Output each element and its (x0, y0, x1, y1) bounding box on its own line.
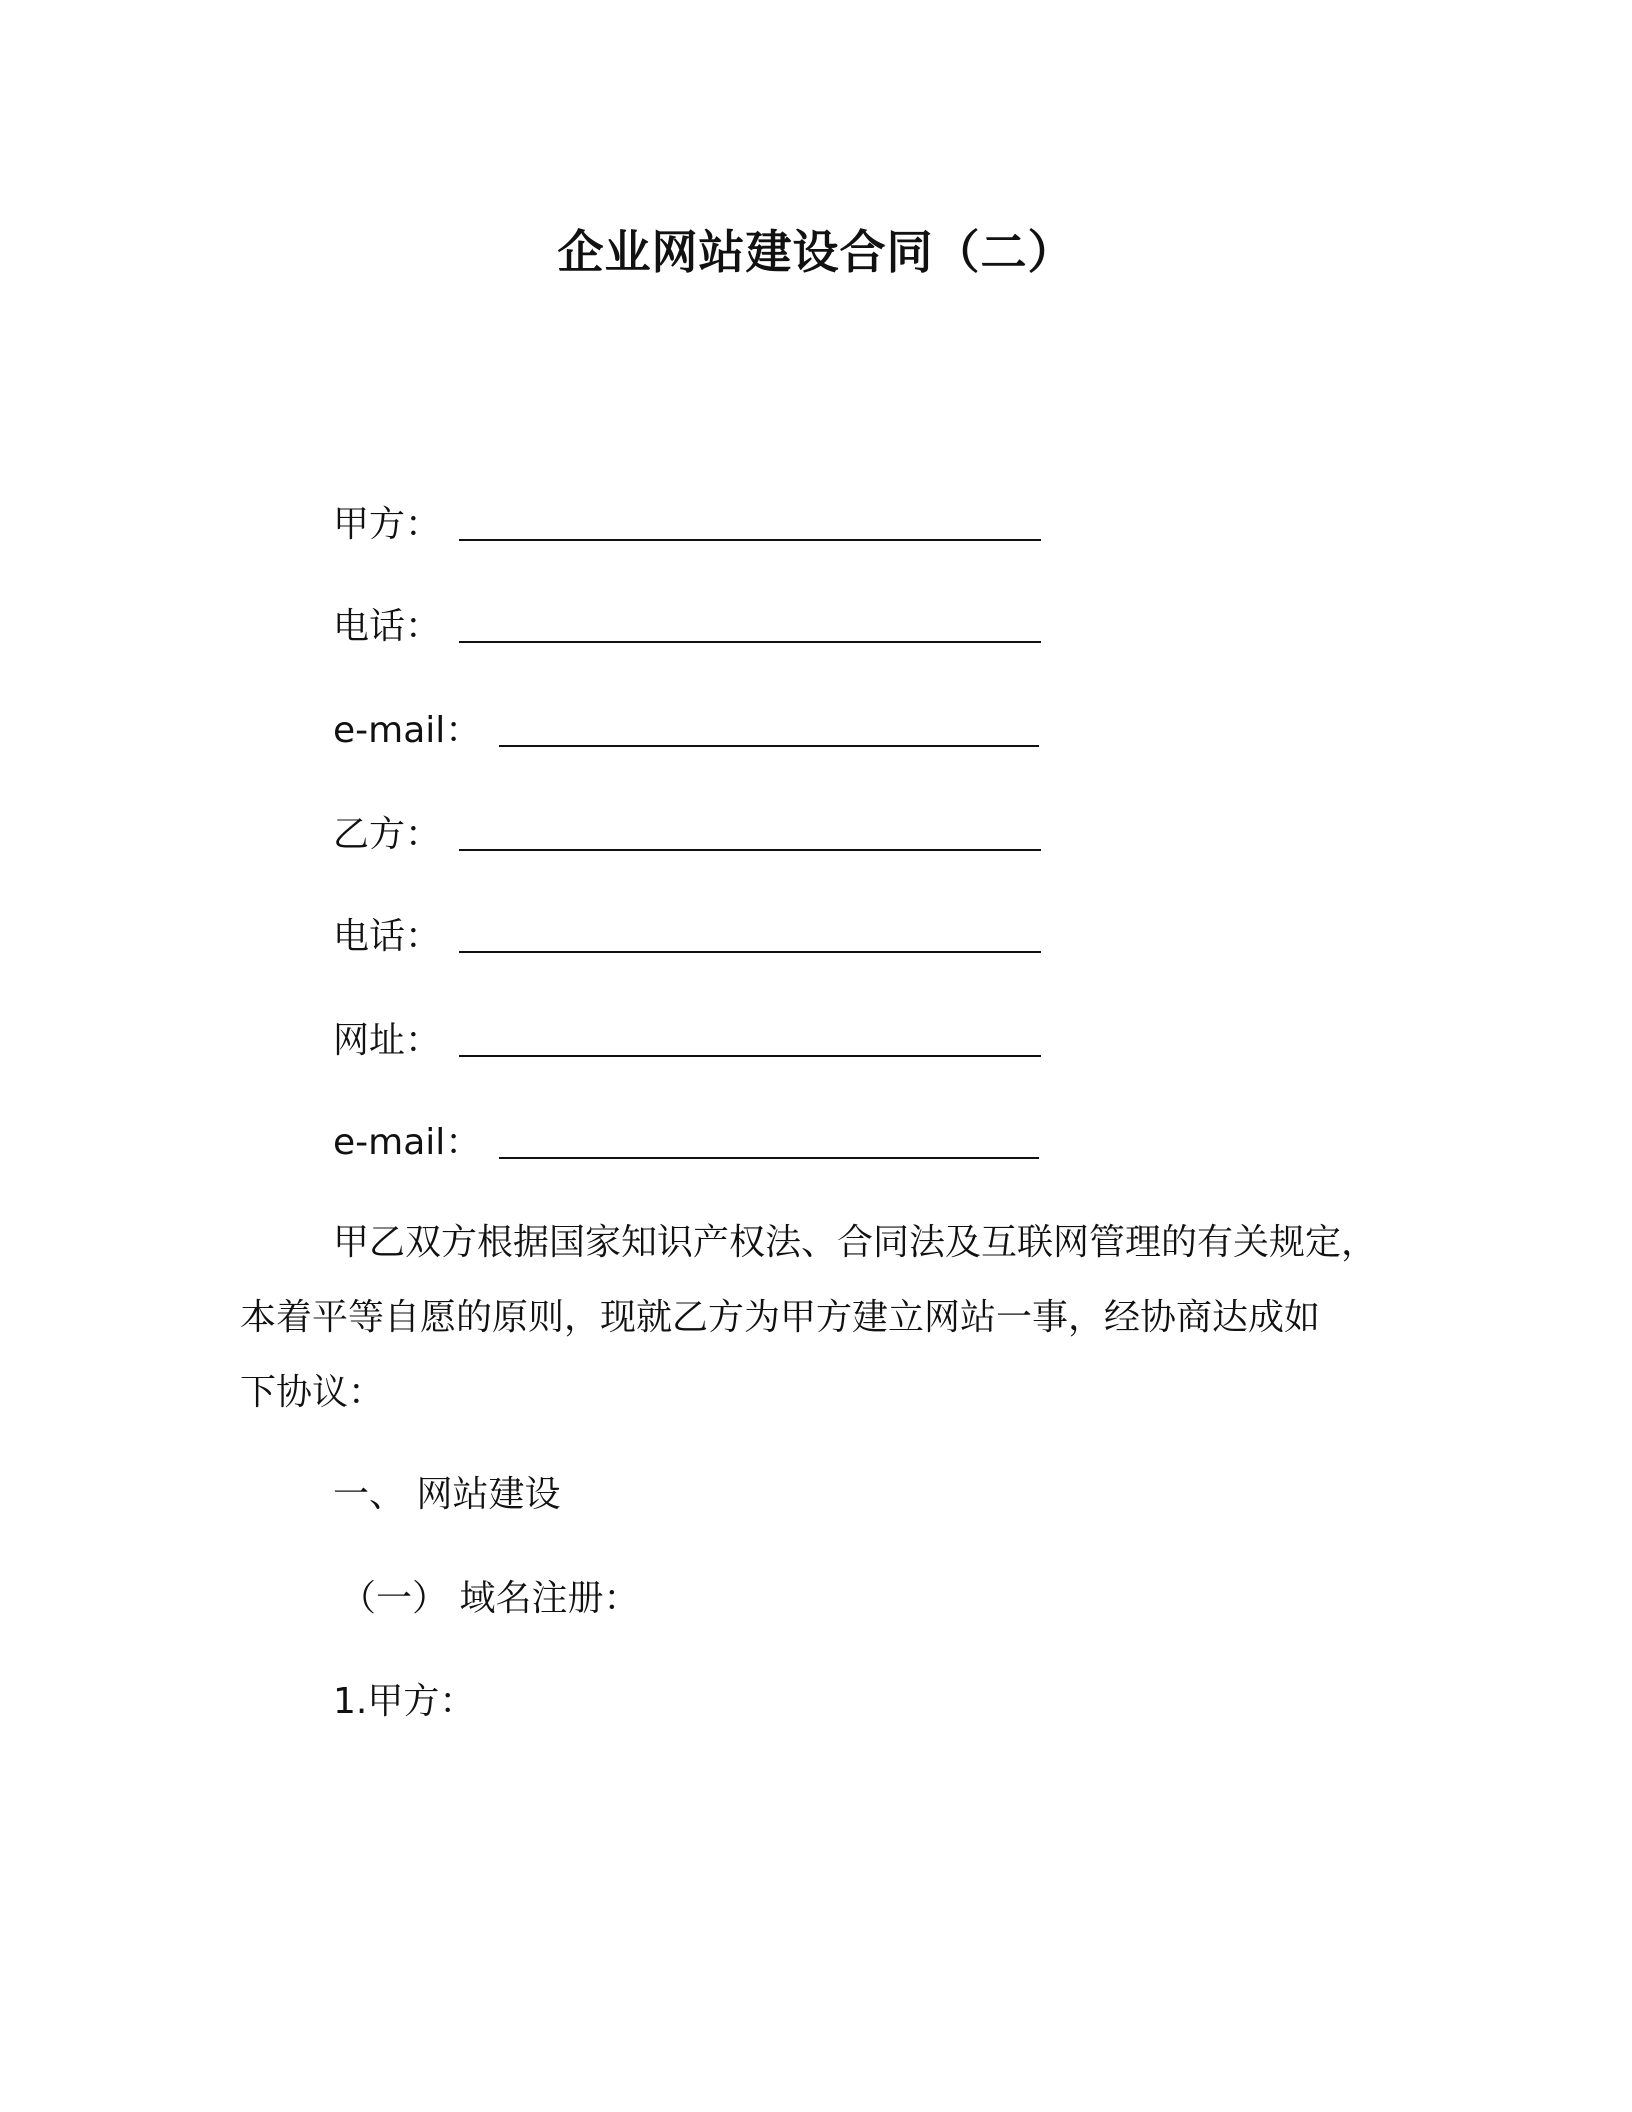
party-a-email-field (333, 706, 1039, 756)
party-b-email-field (333, 1118, 1039, 1168)
party-a-label: 甲方： (333, 504, 442, 545)
item-1: 1.甲方： (333, 1681, 476, 1722)
document-title: 企业网站建设合同（二） (557, 225, 1075, 279)
party-b-field (333, 810, 1041, 860)
intro-line-1: 甲乙双方根据国家知识产权法、合同法及互联网管理的有关规定， (333, 1222, 1378, 1263)
party-b-email-blank (499, 1157, 1039, 1159)
party-a-email-blank (499, 745, 1039, 747)
party-a-phone-label: 电话： (333, 606, 442, 647)
party-a-phone-blank (459, 641, 1041, 643)
party-b-phone-label: 电话： (333, 916, 442, 957)
party-a-field (333, 500, 1041, 550)
party-a-blank (459, 539, 1041, 541)
intro-line-2: 本着平等自愿的原则，现就乙方为甲方建立网站一事，经协商达成如 (240, 1297, 1321, 1338)
section-1-heading: 一、 网站建设 (333, 1474, 561, 1515)
party-a-phone-field (333, 602, 1041, 652)
party-b-phone-field (333, 912, 1041, 962)
party-b-label: 乙方： (333, 814, 442, 855)
party-b-phone-blank (459, 951, 1041, 953)
party-a-email-label: e-mail： (333, 710, 482, 751)
party-b-blank (459, 849, 1041, 851)
party-b-website-field (333, 1016, 1041, 1066)
intro-line-3: 下协议： (240, 1372, 385, 1413)
party-b-website-blank (459, 1055, 1041, 1057)
subsection-1-heading: （一） 域名注册： (340, 1578, 640, 1619)
party-b-email-label: e-mail： (333, 1122, 482, 1163)
party-b-website-label: 网址： (333, 1020, 442, 1061)
